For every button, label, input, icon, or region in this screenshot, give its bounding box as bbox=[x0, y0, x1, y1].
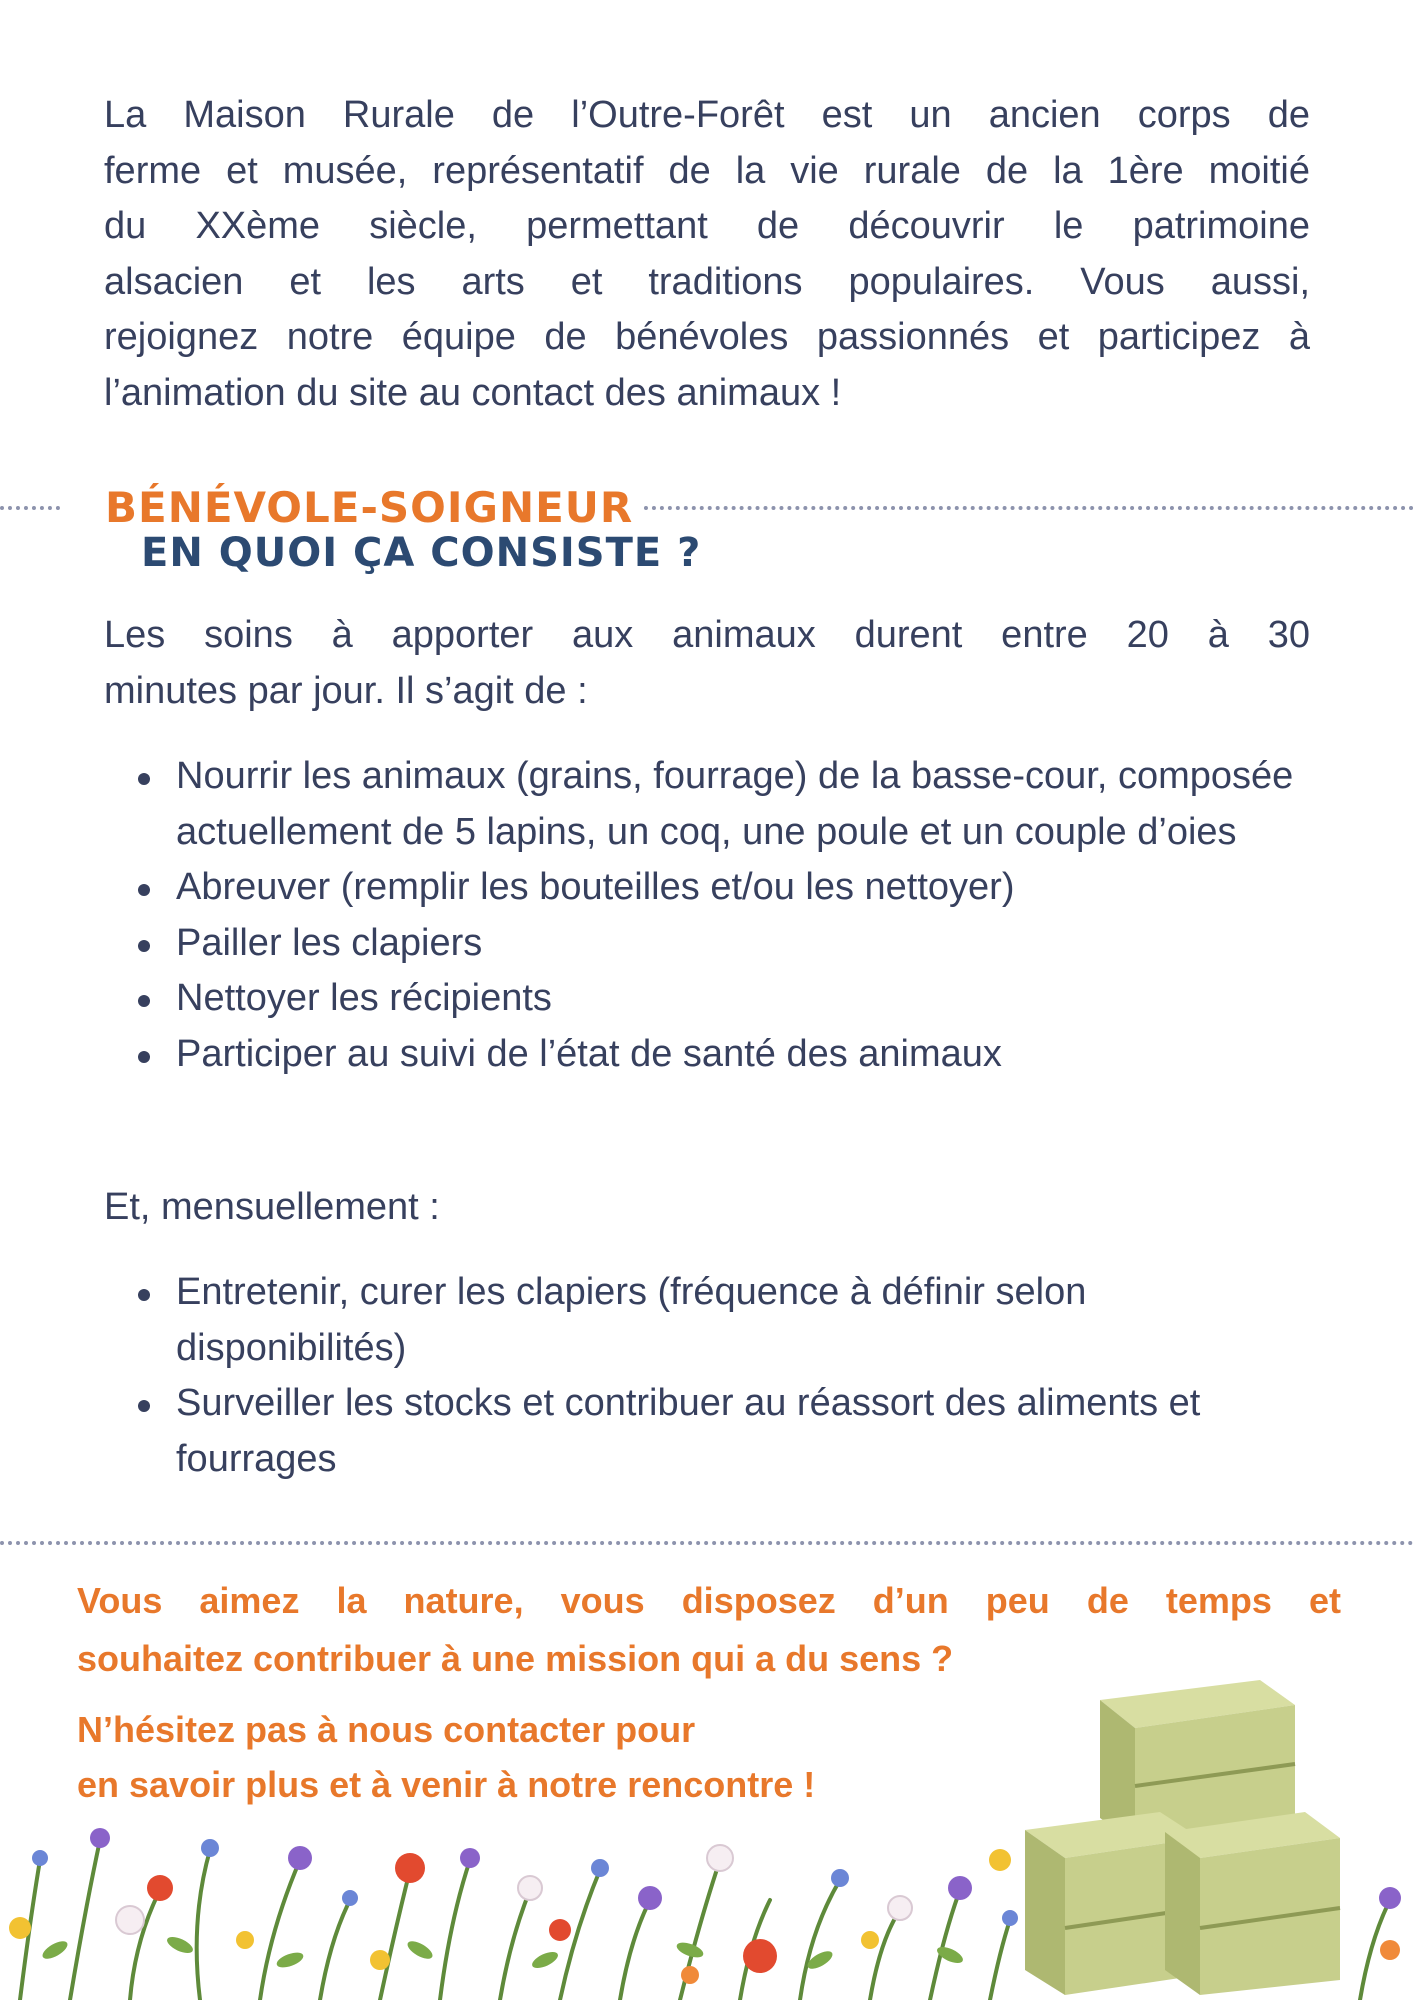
list-item: Surveiller les stocks et contribuer au réassort des aliments et fourrages bbox=[104, 1376, 1314, 1487]
cta-line: Vous aimez la nature, vous disposez d’un peu de temps et bbox=[77, 1580, 1341, 1621]
list-item: Nettoyer les récipients bbox=[104, 971, 1304, 1027]
intro-line: l’animation du site au contact des animaux ! bbox=[104, 371, 842, 414]
list-item: Nourrir les animaux (grains, fourrage) de la basse-cour, composée actuellement de 5 lapins, un coq, une poule et un couple d’oies bbox=[104, 749, 1304, 860]
cta-line: en savoir plus et à venir à notre rencontre ! bbox=[77, 1764, 816, 1805]
monthly-task-list bbox=[104, 1265, 1314, 1487]
intro-line: rejoignez notre équipe de bénévoles passionnés et participez à bbox=[104, 316, 1310, 358]
hay-bale bbox=[1165, 1812, 1340, 1995]
monthly-intro: Et, mensuellement : bbox=[104, 1186, 440, 1228]
intro-line: ferme et musée, représentatif de la vie rurale de la 1ère moitié bbox=[104, 149, 1310, 192]
flower-red bbox=[147, 1853, 777, 1973]
flower-white bbox=[116, 1845, 912, 1934]
list-item: Entretenir, curer les clapiers (fréquence à définir selon disponibilités) bbox=[104, 1265, 1314, 1376]
divider-dotted bbox=[0, 1541, 1414, 1545]
divider-dotted bbox=[636, 506, 1414, 510]
intro-paragraph bbox=[104, 88, 1310, 421]
cta-line: N’hésitez pas à nous contacter pour bbox=[77, 1709, 696, 1750]
soins-paragraph bbox=[104, 608, 1310, 719]
hay-bales-illustration bbox=[1025, 1680, 1340, 1995]
list-item: Abreuver (remplir les bouteilles et/ou les nettoyer) bbox=[104, 860, 1304, 916]
intro-line: La Maison Rurale de l’Outre-Forêt est un ancien corps de bbox=[104, 94, 1310, 136]
soins-line: Les soins à apporter aux animaux durent entre 20 à 30 bbox=[104, 614, 1310, 656]
list-item: Participer au suivi de l’état de santé des animaux bbox=[104, 1027, 1304, 1083]
daily-task-list bbox=[104, 749, 1304, 1082]
intro-line: du XXème siècle, permettant de découvrir le patrimoine bbox=[104, 205, 1310, 247]
divider-dotted bbox=[0, 506, 60, 510]
intro-line: alsacien et les arts et traditions populaires. Vous aussi, bbox=[104, 260, 1310, 303]
section-subheading: EN QUOI ÇA CONSISTE ? bbox=[141, 530, 702, 576]
cta-line: souhaitez contribuer à une mission qui a du sens ? bbox=[77, 1638, 954, 1679]
decoration-illustration bbox=[0, 1660, 1414, 2000]
soins-line: minutes par jour. Il s’agit de : bbox=[104, 669, 588, 712]
list-item: Pailler les clapiers bbox=[104, 916, 1304, 972]
section-heading: BÉNÉVOLE-SOIGNEUR bbox=[97, 483, 641, 532]
